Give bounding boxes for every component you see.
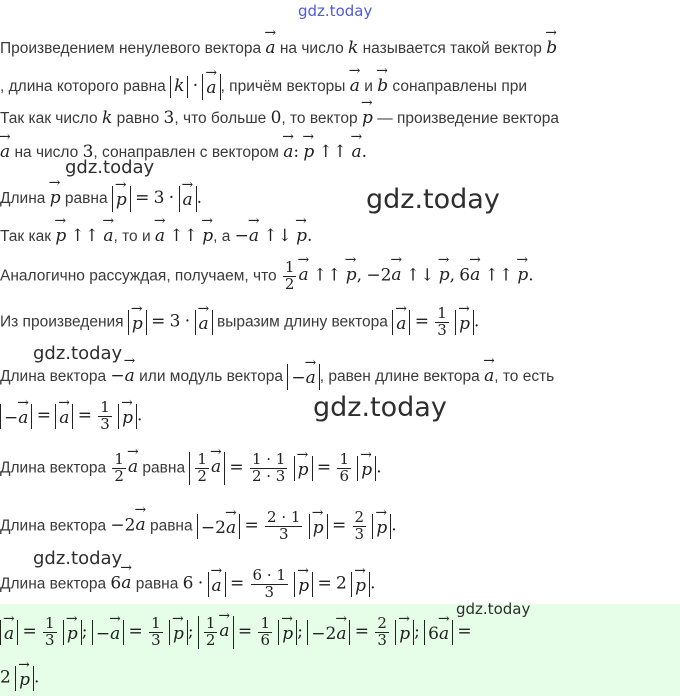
denominator: 3 xyxy=(45,630,55,649)
vector-p: → p xyxy=(362,104,373,128)
vector-p: → p xyxy=(376,514,387,539)
vector-a: → a xyxy=(125,362,135,386)
dot: · xyxy=(184,311,191,332)
vector-p: → p xyxy=(313,514,324,539)
fraction xyxy=(251,568,288,601)
abs-p xyxy=(15,666,34,691)
numerator: 1 xyxy=(205,614,216,632)
numerator: 1 xyxy=(284,258,295,276)
abs-neg2a xyxy=(197,514,240,539)
vector-a: → a xyxy=(103,222,113,246)
text-line-1 xyxy=(0,34,557,59)
minus: − xyxy=(311,623,326,644)
vector-p: → p xyxy=(50,184,61,208)
text-line-9 xyxy=(0,362,554,390)
vector-a: → a xyxy=(59,404,69,429)
numerator: 1 xyxy=(151,614,161,632)
text: , равен длине вектора xyxy=(319,368,480,385)
denominator: 3 xyxy=(264,582,275,601)
opposite: ↑↓ xyxy=(405,265,435,286)
var-k: k xyxy=(348,38,359,58)
equals: = xyxy=(229,457,244,478)
minus: − xyxy=(200,517,216,538)
text: Аналогично рассуждая, получаем, что xyxy=(0,267,277,285)
text-line-11 xyxy=(0,452,382,485)
colon: : xyxy=(293,142,300,162)
fraction xyxy=(112,452,126,485)
abs-p xyxy=(294,456,313,481)
number: 6 xyxy=(182,573,194,594)
vector-a: → a xyxy=(265,34,275,58)
denominator: 3 xyxy=(437,320,447,339)
abs-6a xyxy=(424,620,453,645)
text: Длина xyxy=(0,190,46,207)
vector-a: → a xyxy=(350,72,360,96)
number: 3 xyxy=(163,108,175,128)
text: , то вектор xyxy=(281,110,358,127)
text-line-3 xyxy=(0,104,559,129)
text: — произведение вектора xyxy=(377,110,559,127)
text: , а xyxy=(213,228,231,245)
period: . xyxy=(391,515,397,536)
vector-a: → a xyxy=(306,364,316,389)
semicolon: ; xyxy=(414,621,420,642)
denominator: 2 xyxy=(114,466,124,485)
fraction xyxy=(337,452,351,485)
vector-p: → p xyxy=(346,261,357,285)
codirectional: ↑↑ xyxy=(169,226,198,246)
text: на число xyxy=(279,40,344,57)
number: 2 xyxy=(325,623,337,644)
denominator: 3 xyxy=(151,630,161,649)
text-line-5 xyxy=(0,184,202,212)
equals: = xyxy=(331,515,347,536)
text-line-13 xyxy=(0,568,375,601)
abs-half-a xyxy=(198,616,234,649)
abs-neg-a xyxy=(0,404,32,429)
number: 6 xyxy=(459,265,471,286)
numerator: 1 xyxy=(339,450,349,468)
watermark: gdz.today xyxy=(33,548,123,569)
codirectional: ↑↑ xyxy=(70,226,100,246)
text: или модуль вектора xyxy=(139,368,284,385)
vector-p: → p xyxy=(355,572,366,597)
dot: · xyxy=(197,573,204,594)
number: 3 xyxy=(153,188,165,208)
abs-p xyxy=(63,620,82,645)
text-line-2 xyxy=(0,72,527,100)
vector-b: → b xyxy=(377,72,388,96)
numerator: 1 xyxy=(45,614,55,632)
period: . xyxy=(376,457,382,478)
number: 2 xyxy=(336,573,347,594)
numerator: 1 · 1 xyxy=(251,450,286,468)
abs-half-a xyxy=(189,452,225,485)
codirectional: ↑↑ xyxy=(318,142,348,162)
vector-a: → a xyxy=(128,453,138,477)
abs-a xyxy=(55,404,73,429)
period: . xyxy=(196,188,203,208)
abs-p xyxy=(455,310,474,335)
text: , то есть xyxy=(494,368,555,385)
minus: − xyxy=(291,368,306,389)
period: . xyxy=(370,573,376,594)
period: . xyxy=(361,142,367,162)
number: 6 xyxy=(428,623,439,644)
numerator: 2 · 1 xyxy=(267,508,301,526)
fraction xyxy=(353,510,367,543)
vector-p: → p xyxy=(399,620,410,645)
text: , что больше xyxy=(174,110,267,127)
text: и xyxy=(364,78,373,95)
comma: , xyxy=(449,265,455,286)
number: 2 xyxy=(380,265,392,286)
vector-a: → a xyxy=(206,74,216,99)
vector-a: → a xyxy=(470,261,480,285)
abs-neg2a xyxy=(307,620,350,645)
text: Длина вектора xyxy=(0,368,107,385)
answer-line-2 xyxy=(0,666,39,691)
equals: = xyxy=(151,311,166,332)
text-line-4 xyxy=(0,138,367,163)
var-k: k xyxy=(174,76,185,97)
equals: = xyxy=(244,515,259,536)
abs-p xyxy=(294,572,313,597)
vector-a: → a xyxy=(484,362,494,386)
vector-a: → a xyxy=(336,620,346,645)
vector-p: → p xyxy=(202,222,213,246)
denominator: 3 xyxy=(100,414,110,433)
numerator: 1 xyxy=(100,398,110,416)
watermark: gdz.today xyxy=(456,600,531,618)
vector-a: → a xyxy=(298,261,308,285)
fraction xyxy=(43,616,57,649)
vector-p: → p xyxy=(459,310,470,335)
watermark-top: gdz.today xyxy=(298,2,373,20)
equals: = xyxy=(316,457,332,478)
number: 2 xyxy=(0,667,11,688)
text: равна xyxy=(135,575,179,593)
numerator: 1 xyxy=(437,304,447,322)
number: 0 xyxy=(270,108,282,128)
text: Длина вектора xyxy=(0,459,107,477)
abs-p xyxy=(118,404,137,429)
vector-a: → a xyxy=(136,511,146,535)
denominator: 2 · 3 xyxy=(251,466,286,485)
vector-p: → p xyxy=(361,456,372,481)
vector-p: → p xyxy=(19,666,30,691)
text: Произведением ненулевого вектора xyxy=(0,40,262,57)
vector-p: → p xyxy=(517,261,528,285)
vector-a: → a xyxy=(155,222,165,246)
opposite: ↑↓ xyxy=(263,226,292,246)
denominator: 6 xyxy=(260,630,270,649)
fraction xyxy=(204,616,218,649)
text: Так как xyxy=(0,228,52,245)
vector-a: → a xyxy=(18,404,28,429)
vector-p: → p xyxy=(298,572,309,597)
numerator: 1 xyxy=(114,450,124,468)
vector-a: → a xyxy=(439,620,449,645)
period: . xyxy=(307,226,313,246)
comma: , xyxy=(356,265,363,286)
text-line-12 xyxy=(0,510,397,543)
semicolon: ; xyxy=(297,621,303,642)
abs-p xyxy=(278,620,297,645)
numerator: 1 xyxy=(260,614,270,632)
number: 2 xyxy=(215,517,226,538)
fraction xyxy=(195,452,209,485)
abs-p xyxy=(357,456,376,481)
fraction xyxy=(375,616,389,649)
vector-a: → a xyxy=(226,514,236,539)
text-line-6 xyxy=(0,222,312,247)
text: сонаправлены при xyxy=(392,78,527,95)
abs-k xyxy=(170,76,188,97)
abs-a xyxy=(0,620,18,645)
vector-p: → p xyxy=(122,404,133,429)
text-line-10 xyxy=(0,400,142,433)
vector-a: → a xyxy=(183,186,193,211)
number: 3 xyxy=(169,311,181,332)
text: , длина которого равна xyxy=(0,78,166,95)
abs-p xyxy=(395,620,414,645)
semicolon: ; xyxy=(81,621,88,642)
text: Длина вектора xyxy=(0,575,107,593)
abs-a xyxy=(195,310,213,335)
vector-a: → a xyxy=(396,310,406,335)
equals: = xyxy=(36,405,51,426)
vector-p: → p xyxy=(173,620,184,645)
answer-line-1 xyxy=(0,616,472,649)
period: . xyxy=(474,311,480,332)
equals: = xyxy=(354,621,370,642)
equals: = xyxy=(237,621,253,642)
semicolon: ; xyxy=(187,621,194,642)
fraction xyxy=(258,616,272,649)
abs-neg-a xyxy=(92,620,124,645)
dot: · xyxy=(192,76,199,96)
vector-a: → a xyxy=(199,310,209,335)
minus: − xyxy=(234,226,249,246)
equals: = xyxy=(135,188,150,208)
text-line-8 xyxy=(0,306,479,339)
vector-a: → a xyxy=(121,569,131,593)
abs-neg-a xyxy=(287,364,319,389)
minus: − xyxy=(110,366,125,386)
minus: − xyxy=(4,407,19,428)
vector-p: → p xyxy=(116,186,127,211)
text: равна xyxy=(64,190,108,207)
vector-a: → a xyxy=(391,261,401,285)
var-k: k xyxy=(101,108,113,128)
vector-a: → a xyxy=(283,138,293,162)
vector-p: → p xyxy=(303,138,314,162)
fraction xyxy=(265,510,302,543)
numerator: 1 xyxy=(197,450,207,468)
abs-p xyxy=(128,310,147,335)
period: . xyxy=(34,667,40,688)
vector-a: → a xyxy=(219,617,229,642)
text: , причём векторы xyxy=(220,78,346,95)
denominator: 2 xyxy=(284,274,295,293)
abs-a xyxy=(179,186,197,211)
number: 3 xyxy=(82,142,94,162)
minus: − xyxy=(95,623,111,644)
vector-p: → p xyxy=(55,222,66,246)
numerator: 6 · 1 xyxy=(252,566,286,584)
vector-p: → p xyxy=(67,620,78,645)
fraction xyxy=(283,260,297,293)
vector-a: → a xyxy=(212,572,222,597)
text: на число xyxy=(14,144,79,161)
vector-p: → p xyxy=(298,456,309,481)
text: равна xyxy=(142,459,186,477)
abs-p xyxy=(309,514,328,539)
minus: − xyxy=(110,515,125,536)
vector-a: → a xyxy=(351,138,361,162)
vector-a: → a xyxy=(110,620,120,645)
text: Длина вектора xyxy=(0,517,107,535)
equals: = xyxy=(414,311,429,332)
vector-p: → p xyxy=(132,310,143,335)
minus: − xyxy=(366,265,381,286)
numerator: 2 xyxy=(354,508,365,526)
equals: = xyxy=(22,621,37,642)
vector-p: → p xyxy=(439,261,450,285)
equals: = xyxy=(128,621,143,642)
equals: = xyxy=(77,405,92,426)
text: Так как число xyxy=(0,110,98,127)
equals: = xyxy=(317,573,332,594)
number: 2 xyxy=(124,515,136,536)
denominator: 3 xyxy=(278,524,289,543)
period: . xyxy=(528,265,534,286)
denominator: 2 xyxy=(205,630,216,649)
text: называется такой вектор xyxy=(362,40,542,57)
equals: = xyxy=(457,621,472,642)
equals: = xyxy=(229,573,245,594)
fraction xyxy=(435,306,449,339)
abs-p xyxy=(112,186,131,211)
vector-a: → a xyxy=(0,138,10,162)
watermark: gdz.today xyxy=(313,392,447,423)
vector-p: → p xyxy=(282,620,293,645)
vector-a: → a xyxy=(211,453,221,478)
vector-b: → b xyxy=(546,34,557,58)
fraction xyxy=(149,616,163,649)
period: . xyxy=(137,405,143,426)
numerator: 2 xyxy=(377,614,387,632)
watermark: gdz.today xyxy=(33,343,123,364)
fraction xyxy=(250,452,287,485)
abs-a xyxy=(202,74,220,99)
denominator: 3 xyxy=(377,630,387,649)
codirectional: ↑↑ xyxy=(484,265,514,286)
denominator: 6 xyxy=(339,466,349,485)
text-line-7 xyxy=(0,260,534,293)
text: равна xyxy=(149,517,193,535)
denominator: 2 xyxy=(197,466,207,485)
text: равно xyxy=(116,110,160,127)
abs-a xyxy=(392,310,410,335)
text: , то и xyxy=(113,228,151,245)
vector-p: → p xyxy=(296,222,307,246)
text: , сонаправлен с вектором xyxy=(93,144,279,161)
number: 6 xyxy=(110,573,122,594)
watermark: gdz.today xyxy=(65,157,155,178)
denominator: 3 xyxy=(354,524,365,543)
fraction xyxy=(98,400,112,433)
abs-a xyxy=(208,572,226,597)
abs-p xyxy=(169,620,188,645)
dot: · xyxy=(168,188,175,208)
abs-p xyxy=(372,514,391,539)
abs-p xyxy=(351,572,370,597)
watermark: gdz.today xyxy=(366,184,500,215)
codirectional: ↑↑ xyxy=(312,265,342,286)
text: выразим длину вектора xyxy=(216,313,388,331)
vector-a: → a xyxy=(249,222,259,246)
text: Из произведения xyxy=(0,313,124,331)
vector-a: → a xyxy=(4,620,14,645)
